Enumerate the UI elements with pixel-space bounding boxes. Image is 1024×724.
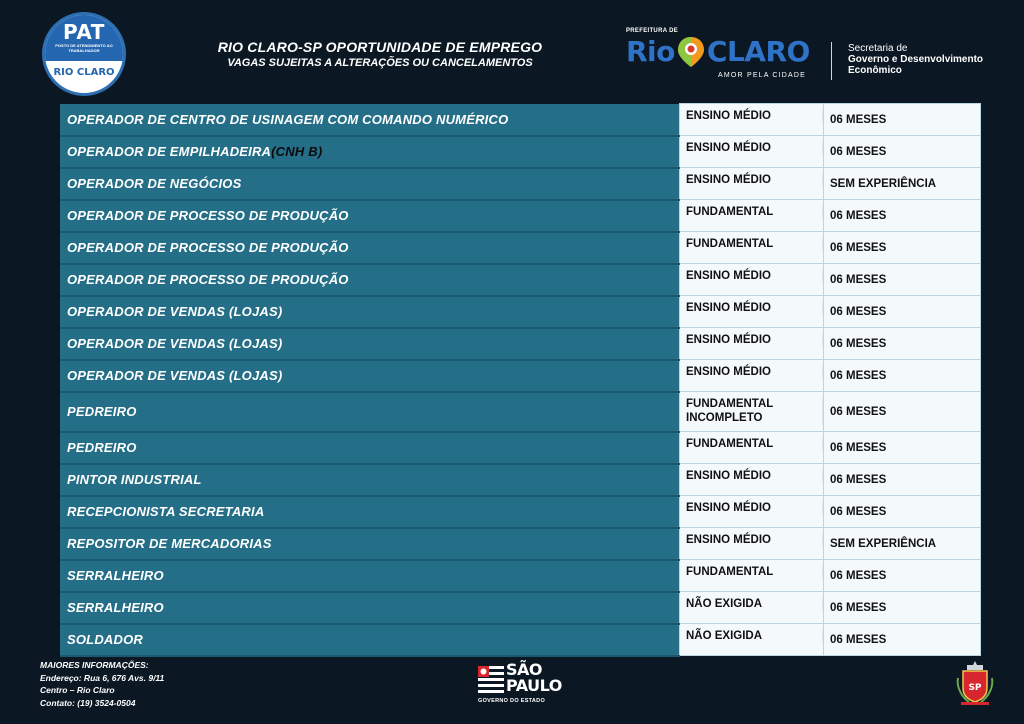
table-row (60, 264, 981, 296)
secretaria-label (848, 43, 983, 76)
logo-word-left: Rio (626, 35, 675, 68)
experience-value: 06 MESES (830, 145, 887, 158)
job-title-cell (60, 136, 680, 168)
experience-cell (824, 104, 981, 136)
logo-tagline: AMOR PELA CIDADE (718, 72, 807, 79)
job-title-cell (60, 392, 680, 432)
job-title: PINTOR INDUSTRIAL (67, 472, 202, 487)
experience-value: 06 MESES (830, 633, 887, 646)
experience-cell (824, 168, 981, 200)
education-cell (680, 464, 824, 496)
job-title: OPERADOR DE PROCESSO DE PRODUÇÃO (67, 272, 349, 287)
table-row (60, 624, 981, 656)
logo-prefix: PREFEITURA DE (626, 28, 679, 34)
table-row (60, 464, 981, 496)
contact-phone: Contato: (19) 3524-0504 (40, 697, 136, 708)
job-title: SERRALHEIRO (67, 600, 164, 615)
job-title-cell (60, 432, 680, 464)
education-cell (680, 296, 824, 328)
experience-cell (824, 432, 981, 464)
job-title-cell (60, 496, 680, 528)
header-divider (831, 42, 832, 80)
job-title: OPERADOR DE EMPILHADEIRA (67, 144, 272, 159)
job-title: OPERADOR DE VENDAS (LOJAS) (67, 368, 283, 383)
experience-value: 06 MESES (830, 601, 887, 614)
education-value: FUNDAMENTAL (686, 237, 823, 251)
job-title: OPERADOR DE VENDAS (LOJAS) (67, 304, 283, 319)
svg-text:SP: SP (968, 683, 982, 693)
job-title-cell (60, 168, 680, 200)
job-title-cell (60, 200, 680, 232)
experience-value: 06 MESES (830, 405, 887, 418)
coat-of-arms-icon (955, 660, 995, 706)
education-value: ENSINO MÉDIO (686, 173, 823, 187)
table-row (60, 432, 981, 464)
education-cell (680, 592, 824, 624)
experience-value: 06 MESES (830, 473, 887, 486)
sp-logo-gov: GOVERNO DO ESTADO (478, 698, 546, 704)
experience-value: 06 MESES (830, 209, 887, 222)
education-value: ENSINO MÉDIO (686, 301, 823, 315)
table-row (60, 592, 981, 624)
contact-info (40, 659, 164, 709)
experience-cell (824, 200, 981, 232)
table-row (60, 136, 981, 168)
contact-heading: MAIORES INFORMAÇÕES: (40, 660, 149, 670)
experience-value: 06 MESES (830, 305, 887, 318)
secretaria-line2: Governo e Desenvolvimento (848, 54, 984, 65)
job-title: REPOSITOR DE MERCADORIAS (67, 536, 272, 551)
page-title-line2: VAGAS SUJEITAS A ALTERAÇÕES OU CANCELAMENTOS (227, 57, 533, 69)
job-title: OPERADOR DE VENDAS (LOJAS) (67, 336, 283, 351)
jobs-table (60, 103, 981, 657)
job-title-cell (60, 232, 680, 264)
job-title: OPERADOR DE PROCESSO DE PRODUÇÃO (67, 240, 349, 255)
education-value: ENSINO MÉDIO (686, 533, 823, 547)
experience-value: SEM EXPERIÊNCIA (830, 177, 937, 190)
job-title-cell (60, 528, 680, 560)
education-cell (680, 136, 824, 168)
page-title (150, 38, 610, 70)
sp-logo-text: SÃO PAULO (506, 660, 562, 695)
table-row (60, 168, 981, 200)
experience-value: 06 MESES (830, 569, 887, 582)
education-cell (680, 168, 824, 200)
experience-cell (824, 560, 981, 592)
education-cell (680, 328, 824, 360)
education-value: ENSINO MÉDIO (686, 365, 823, 379)
page-title-line1: RIO CLARO-SP OPORTUNIDADE DE EMPREGO (217, 39, 543, 55)
education-cell (680, 392, 824, 432)
experience-cell (824, 496, 981, 528)
governo-sp-logo (476, 660, 562, 710)
experience-cell (824, 392, 981, 432)
job-title-cell (60, 296, 680, 328)
secretaria-line3: Econômico (848, 65, 902, 76)
pat-logo (42, 12, 126, 96)
pat-logo-city: RIO CLARO (53, 67, 115, 78)
prefeitura-rio-claro-logo (626, 28, 816, 82)
job-title: SOLDADOR (67, 632, 143, 647)
map-pin-icon (676, 36, 706, 66)
table-row (60, 328, 981, 360)
education-value: FUNDAMENTAL (686, 205, 823, 219)
job-title: PEDREIRO (67, 440, 137, 455)
experience-cell (824, 464, 981, 496)
education-cell (680, 200, 824, 232)
job-title: OPERADOR DE PROCESSO DE PRODUÇÃO (67, 208, 349, 223)
education-value: ENSINO MÉDIO (686, 469, 823, 483)
education-value: ENSINO MÉDIO (686, 141, 823, 155)
education-value: ENSINO MÉDIO (686, 269, 823, 283)
table-row (60, 200, 981, 232)
experience-cell (824, 624, 981, 656)
education-cell (680, 496, 824, 528)
experience-cell (824, 232, 981, 264)
experience-cell (824, 592, 981, 624)
job-title-cell (60, 560, 680, 592)
pat-logo-subtitle: POSTO DE ATENDIMENTO AO TRABALHADOR (55, 43, 113, 53)
experience-cell (824, 528, 981, 560)
education-cell (680, 560, 824, 592)
pat-logo-word: PAT (63, 20, 105, 44)
experience-cell (824, 328, 981, 360)
experience-cell (824, 264, 981, 296)
job-title-cell (60, 464, 680, 496)
education-value: FUNDAMENTAL INCOMPLETO (686, 397, 823, 425)
table-row (60, 392, 981, 432)
table-row (60, 496, 981, 528)
job-title-cell (60, 360, 680, 392)
experience-value: 06 MESES (830, 241, 887, 254)
sp-flag-icon (478, 664, 504, 694)
experience-value: SEM EXPERIÊNCIA (830, 537, 937, 550)
job-title-cell (60, 592, 680, 624)
table-row (60, 528, 981, 560)
secretaria-line1: Secretaria de (848, 43, 908, 54)
job-title: SERRALHEIRO (67, 568, 164, 583)
job-requirement-note: (CNH B) (271, 144, 323, 159)
education-cell (680, 104, 824, 136)
experience-cell (824, 360, 981, 392)
logo-wordmark (626, 36, 810, 68)
education-cell (680, 432, 824, 464)
table-row (60, 360, 981, 392)
education-value: FUNDAMENTAL (686, 565, 823, 579)
job-title: RECEPCIONISTA SECRETARIA (67, 504, 265, 519)
table-row (60, 560, 981, 592)
education-value: FUNDAMENTAL (686, 437, 823, 451)
contact-district: Centro – Rio Claro (40, 685, 115, 695)
experience-value: 06 MESES (830, 273, 887, 286)
education-value: ENSINO MÉDIO (686, 109, 823, 123)
experience-value: 06 MESES (830, 337, 887, 350)
job-title: OPERADOR DE CENTRO DE USINAGEM COM COMANDO NUMÉRICO (67, 111, 509, 127)
education-cell (680, 528, 824, 560)
job-title-cell (60, 624, 680, 656)
education-value: NÃO EXIGIDA (686, 597, 823, 611)
job-title: OPERADOR DE NEGÓCIOS (67, 176, 242, 191)
experience-value: 06 MESES (830, 113, 887, 126)
education-cell (680, 360, 824, 392)
experience-cell (824, 136, 981, 168)
education-cell (680, 232, 824, 264)
experience-value: 06 MESES (830, 441, 887, 454)
experience-cell (824, 296, 981, 328)
education-value: ENSINO MÉDIO (686, 333, 823, 347)
experience-value: 06 MESES (830, 369, 887, 382)
experience-value: 06 MESES (830, 505, 887, 518)
education-value: ENSINO MÉDIO (686, 501, 823, 515)
contact-address: Endereço: Rua 6, 676 Avs. 9/11 (40, 672, 165, 683)
education-cell (680, 624, 824, 656)
education-cell (680, 264, 824, 296)
job-title: PEDREIRO (67, 404, 137, 419)
logo-word-right: CLARO (706, 35, 810, 68)
job-title-cell (60, 264, 680, 296)
job-title-cell (60, 104, 680, 136)
education-value: NÃO EXIGIDA (686, 629, 823, 643)
table-row (60, 296, 981, 328)
table-row (60, 104, 981, 136)
job-title-cell (60, 328, 680, 360)
table-row (60, 232, 981, 264)
